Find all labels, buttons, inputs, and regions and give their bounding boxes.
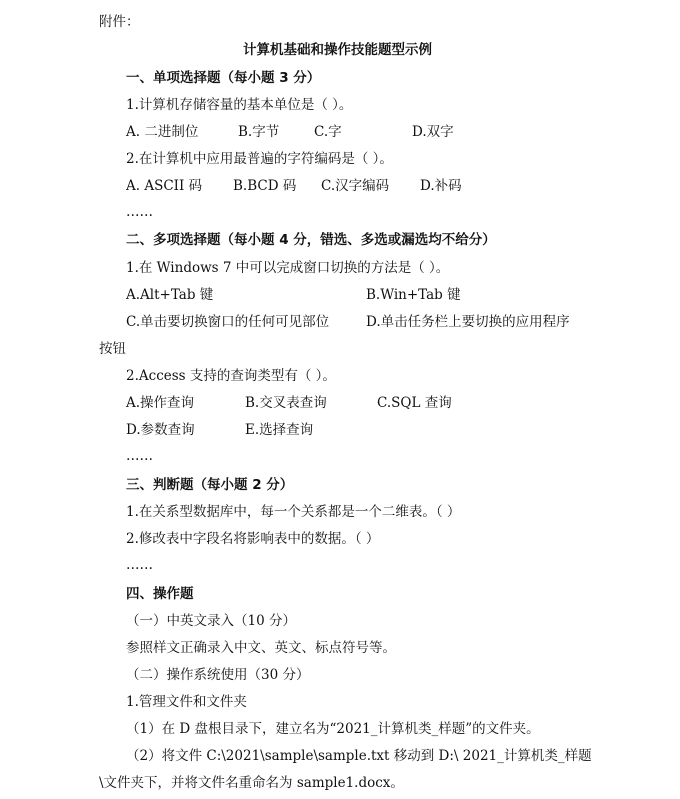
option-c: C.字	[314, 124, 342, 140]
ellipsis: ……	[126, 204, 153, 220]
task-step-continuation: \文件夹下，并将文件名重命名为 sample1.docx。	[99, 775, 404, 791]
task-item: 1.管理文件和文件夹	[126, 694, 247, 710]
option-b: B.Win+Tab 键	[366, 287, 461, 303]
section-heading-multiple-choice: 二、多项选择题（每小题 4 分，错选、多选或漏选均不给分）	[126, 232, 496, 248]
question-text: 2.修改表中字段名将影响表中的数据。（ ）	[126, 531, 380, 547]
option-e: E.选择查询	[245, 422, 314, 438]
subsection-heading: （一）中英文录入（10 分）	[126, 613, 296, 629]
instruction-text: 参照样文正确录入中文、英文、标点符号等。	[126, 640, 396, 656]
option-d: D.参数查询	[126, 422, 195, 438]
section-heading-single-choice: 一、单项选择题（每小题 3 分）	[126, 70, 321, 86]
option-b: B.交叉表查询	[245, 395, 327, 411]
section-heading-operation: 四、操作题	[126, 586, 194, 602]
task-step: （2）将文件 C:\2021\sample\sample.txt 移动到 D:\ 2021_计算机类_样题	[126, 748, 592, 764]
question-text: 2.在计算机中应用最普遍的字符编码是（ ）。	[126, 151, 393, 167]
option-b: B.字节	[238, 124, 280, 140]
task-step: （1）在 D 盘根目录下，建立名为“2021_计算机类_样题”的文件夹。	[126, 721, 540, 737]
option-a: A.Alt+Tab 键	[126, 287, 214, 303]
option-d: D.补码	[420, 178, 462, 194]
section-heading-true-false: 三、判断题（每小题 2 分）	[126, 477, 294, 493]
option-b: B.BCD 码	[233, 178, 297, 194]
option-c: C.单击要切换窗口的任何可见部位	[126, 314, 330, 330]
question-text: 2.Access 支持的查询类型有（ ）。	[126, 368, 336, 384]
attachment-label: 附件：	[99, 14, 140, 30]
option-c: C.SQL 查询	[377, 395, 452, 411]
option-a: A.操作查询	[126, 395, 195, 411]
question-text: 1.计算机存储容量的基本单位是（ ）。	[126, 97, 353, 113]
subsection-heading: （二）操作系统使用（30 分）	[126, 667, 310, 683]
question-text: 1.在 Windows 7 中可以完成窗口切换的方法是（ ）。	[126, 260, 450, 276]
option-a: A. 二进制位	[126, 124, 199, 140]
option-d: D.单击任务栏上要切换的应用程序	[366, 314, 570, 330]
option-a: A. ASCII 码	[126, 178, 203, 194]
question-text: 1.在关系型数据库中，每一个关系都是一个二维表。（ ）	[126, 504, 461, 520]
ellipsis: ……	[126, 448, 153, 464]
option-d: D.双字	[412, 124, 454, 140]
option-c: C.汉字编码	[321, 178, 390, 194]
option-d-continuation: 按钮	[99, 341, 126, 357]
document-title: 计算机基础和操作技能题型示例	[243, 42, 432, 58]
ellipsis: ……	[126, 557, 153, 573]
